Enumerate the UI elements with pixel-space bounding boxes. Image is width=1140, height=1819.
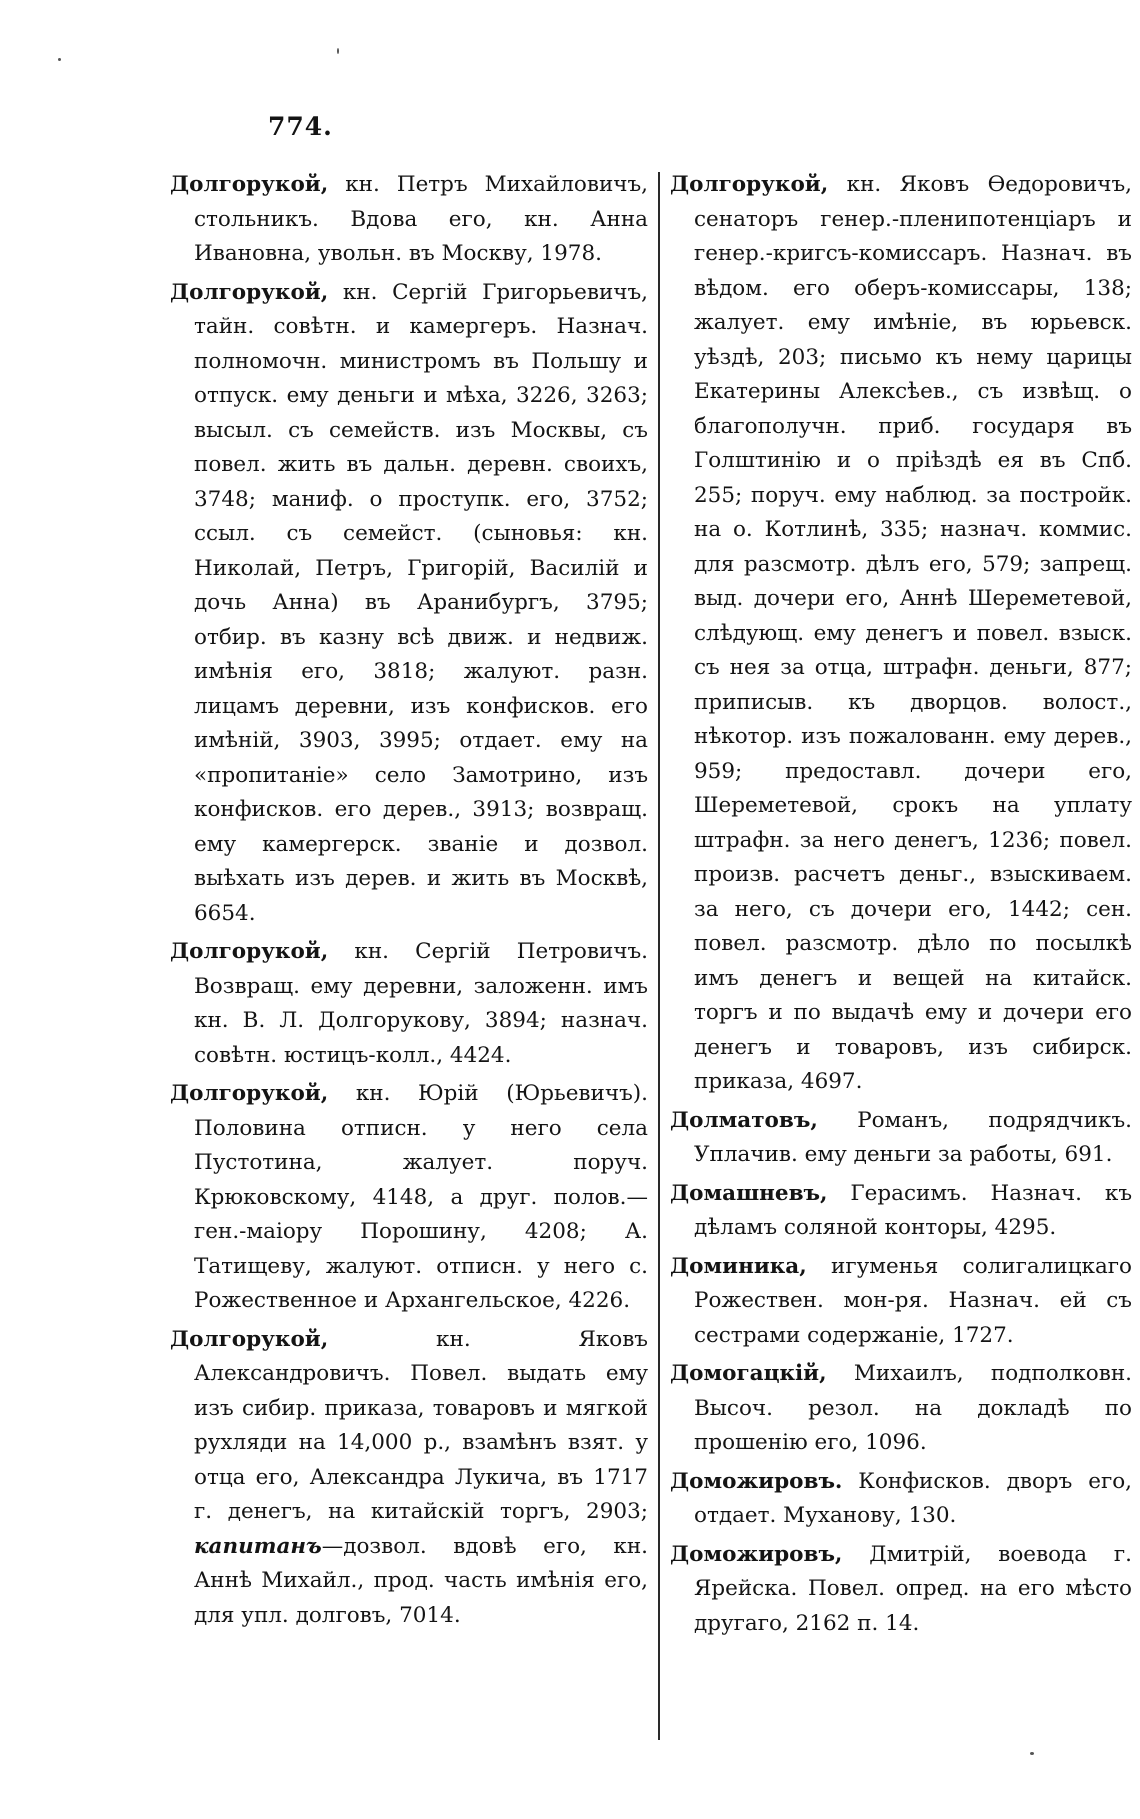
index-entry bbox=[670, 1357, 1132, 1461]
entry-headword: Долгорукой, bbox=[170, 939, 329, 964]
entry-text: кн. Петръ Михайловичъ, стольникъ. Вдова его, кн. Анна Ивановна, увольн. въ Москву, 1978. bbox=[194, 172, 648, 266]
entry-headword: Доминика, bbox=[670, 1253, 807, 1279]
entry-headword: Долгорукой, bbox=[670, 172, 829, 197]
entry-headword: Домашневъ, bbox=[670, 1180, 828, 1206]
entry-headword: Долгорукой, bbox=[170, 172, 329, 197]
index-entry bbox=[670, 1465, 1132, 1534]
entry-headword: Долгорукой, bbox=[170, 1326, 329, 1352]
entry-text: кн. Яковъ Өедоровичъ, сенаторъ генер.-пленипотенціаръ и генер.-кригсъ-комиссаръ. Назнач. въ вѣдом. его оберъ-комиссары, 138; жалует. ему имѣніе, въ юрьевск. уѣздѣ, 203; письмо къ нему царицы Екатерины Алексѣев., съ извѣщ. о благополучн. приб. государя въ Голштинію и о пріѣздѣ ея въ Спб. 255; поруч. ему наблюд. за постройк. на о. Котлинѣ, 335; назнач. коммис. для разсмотр. дѣлъ его, 579; запрещ. выд. дочери его, Аннѣ Шереметевой, слѣдующ. ему денегъ и повел. взыск. съ нея за отца, штрафн. деньги, 877; приписыв. къ дворцов. волост., нѣкотор. изъ пожалованн. ему дерев., 959; предоставл. дочери его, Шереметевой, срокъ на уплату штрафн. за него денегъ, 1236; повел. произв. расчетъ деньг., взыскиваем. за него, съ дочери его, 1442; сен. повел. разсмотр. дѣло по посылкѣ имъ денегъ и вещей на китайск. торгъ и по выдачѣ ему и дочери его денегъ и товаровъ, изъ сибирск. приказа, 4697. bbox=[694, 172, 1132, 1094]
entry-headword: Доможировъ. bbox=[670, 1468, 843, 1494]
index-entry bbox=[170, 935, 648, 1073]
entry-italic-term: капитанъ bbox=[194, 1533, 322, 1559]
entry-text: Герасимъ. Назнач. къ дѣламъ соляной конторы, 4295. bbox=[694, 1180, 1132, 1240]
index-entry bbox=[670, 1104, 1132, 1173]
scan-speck bbox=[58, 58, 61, 61]
index-entry bbox=[170, 1323, 648, 1634]
column-divider bbox=[658, 172, 660, 1740]
entry-headword: Домогацкій, bbox=[670, 1361, 827, 1386]
entry-text: Конфисков. дворъ его, отдает. Муханову, 130. bbox=[694, 1468, 1132, 1528]
index-entry bbox=[170, 168, 648, 272]
index-entry bbox=[170, 1077, 648, 1319]
index-entry bbox=[670, 168, 1132, 1100]
entry-text: Дмитрій, воевода г. Ярейска. Повел. опред. на его мѣсто другаго, 2162 п. 14. bbox=[694, 1541, 1132, 1636]
entry-text: Михаилъ, подполковн. Высоч. резол. на докладѣ по прошенію его, 1096. bbox=[694, 1361, 1132, 1455]
entry-headword: Долгорукой, bbox=[170, 279, 329, 305]
entry-text: кн. Сергій Петровичъ. Возвращ. ему деревни, заложенн. имъ кн. В. Л. Долгорукову, 3894; назнач. совѣтн. юстицъ-колл., 4424. bbox=[194, 939, 648, 1068]
left-column bbox=[170, 168, 648, 1637]
index-entry bbox=[670, 1177, 1132, 1246]
scan-speck bbox=[1030, 1752, 1034, 1755]
entry-text: кн. Сергій Григорьевичъ, тайн. совѣтн. и камергеръ. Назнач. полномочн. министромъ въ Польшу и отпуск. ему деньги и мѣха, 3226, 3263; высыл. съ семейств. изъ Москвы, съ повел. жить въ дальн. деревн. своихъ, 3748; маниф. о проступк. его, 3752; ссыл. съ семейст. (сыновья: кн. Николай, Петръ, Григорій, Василій и дочь Анна) въ Аранибургъ, 3795; отбир. въ казну всѣ движ. и недвиж. имѣнія его, 3818; жалуют. разн. лицамъ деревни, изъ конфисков. его имѣній, 3903, 3995; отдает. ему на «пропитаніе» село Замотрино, изъ конфисков. его дерев., 3913; возвращ. ему камергерск. званіе и дозвол. выѣхать изъ дерев. и жить въ Москвѣ, 6654. bbox=[194, 279, 648, 926]
entry-headword: Долгорукой, bbox=[170, 1081, 329, 1106]
index-entry bbox=[170, 276, 648, 932]
entry-text: игуменья солигалицкаго Рожествен. мон-ря. Назнач. ей съ сестрами содержаніе, 1727. bbox=[694, 1253, 1132, 1348]
index-entry bbox=[670, 1538, 1132, 1642]
entry-text: кн. Юрій (Юрьевичъ). Половина отписн. у него села Пустотина, жалует. поруч. Крюковскому, 4148, а друг. полов.—ген.-маіору Порошину, 4208; А. Татищеву, жалуют. отписн. у него с. Рожественное и Архангельское, 4226. bbox=[194, 1081, 648, 1313]
scan-speck bbox=[337, 48, 339, 54]
entry-headword: Доможировъ, bbox=[670, 1541, 843, 1567]
entry-text: Романъ, подрядчикъ. Уплачив. ему деньги за работы, 691. bbox=[694, 1107, 1132, 1167]
entry-text: кн. Яковъ Александровичъ. Повел. выдать ему изъ сибир. приказа, товаровъ и мягкой рухляди на 14,000 р., взамѣнъ взят. у отца его, Александра Лукича, въ 1717 г. денегъ, на китайскій торгъ, 2903; bbox=[194, 1326, 648, 1524]
entry-text: —дозвол. вдовѣ его, кн. Аннѣ Михайл., прод. часть имѣнія его, для упл. долговъ, 7014. bbox=[194, 1533, 648, 1628]
page-number: 774. bbox=[268, 112, 333, 141]
right-column bbox=[670, 168, 1132, 1645]
entry-headword: Долматовъ, bbox=[670, 1107, 818, 1133]
index-entry bbox=[670, 1250, 1132, 1354]
